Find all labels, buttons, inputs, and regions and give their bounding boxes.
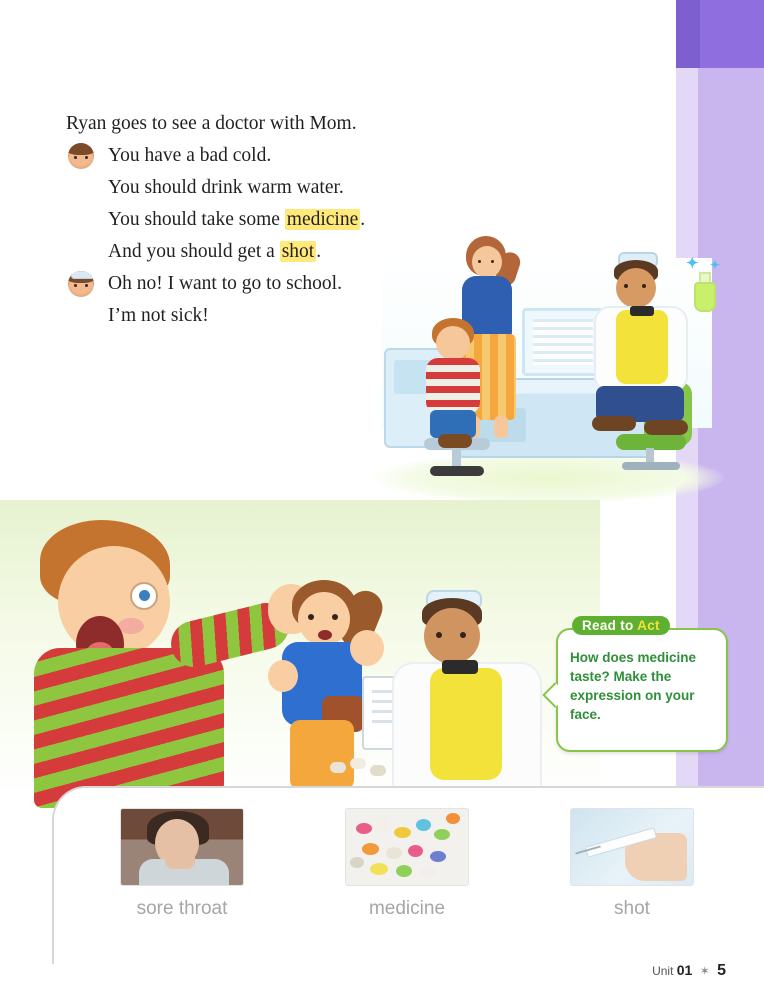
top-right-purple-corner-light — [700, 0, 764, 68]
story-line-narration — [66, 108, 496, 140]
illustration-reaction-scene — [0, 500, 600, 800]
corner-diagonal-cut — [556, 0, 676, 100]
vocabulary-strip — [82, 808, 702, 948]
footer-unit-label: Unit — [652, 964, 674, 978]
vocab-label-shot: shot — [614, 898, 650, 919]
flask-icon — [692, 272, 714, 308]
vocab-item-medicine[interactable] — [307, 808, 507, 920]
vocab-item-sore-throat[interactable] — [82, 808, 282, 920]
story-line-doctor-1 — [66, 140, 496, 172]
vocab-label-medicine: medicine — [368, 898, 446, 919]
footer-separator-icon: ✶ — [699, 964, 710, 978]
sore-throat-photo — [120, 808, 244, 886]
page-footer — [652, 962, 726, 980]
illustration-clinic-scene — [372, 200, 744, 510]
doctor-face-icon — [68, 143, 94, 169]
footer-page-number: 5 — [717, 962, 726, 979]
story-line-doctor-3-post: . — [360, 209, 366, 230]
read-to-act-title-part2: Act — [637, 618, 660, 633]
bottom-white-strip — [0, 964, 764, 1000]
doctor-character: ✦ ✦ — [586, 254, 696, 454]
story-line-doctor-4-post: . — [316, 241, 322, 262]
story-line-doctor-1-text: You have a bad cold. — [108, 145, 272, 166]
read-to-act-title-part1: Read to — [582, 618, 638, 633]
highlight-shot: shot — [281, 241, 315, 262]
boy-character — [420, 318, 494, 458]
syringe-photo — [570, 808, 694, 886]
read-to-act-body: How does medicine taste? Make the expression on your face. — [570, 650, 697, 722]
story-line-boy-2-text: I’m not sick! — [108, 305, 209, 326]
boy-reacting-character — [10, 520, 300, 800]
story-line-doctor-2-text: You should drink warm water. — [108, 177, 344, 198]
spilled-pills-icon — [330, 758, 400, 780]
pills-photo — [345, 808, 469, 886]
vocab-item-shot[interactable] — [532, 808, 732, 920]
vocab-label-sore-throat: sore throat — [136, 898, 228, 919]
story-line-doctor-4-pre: And you should get a — [108, 241, 280, 262]
highlight-medicine: medicine — [286, 209, 359, 230]
read-to-act-callout — [556, 618, 728, 752]
story-line-boy-1-text: Oh no! I want to go to school. — [108, 273, 342, 294]
story-line-doctor-3-pre: You should take some — [108, 209, 285, 230]
boy-face-icon — [68, 271, 94, 297]
footer-unit-number: 01 — [676, 962, 693, 978]
doctor-character-2 — [392, 590, 552, 800]
read-to-act-title — [572, 616, 670, 635]
story-line-narration-text: Ryan goes to see a doctor with Mom. — [66, 113, 357, 134]
